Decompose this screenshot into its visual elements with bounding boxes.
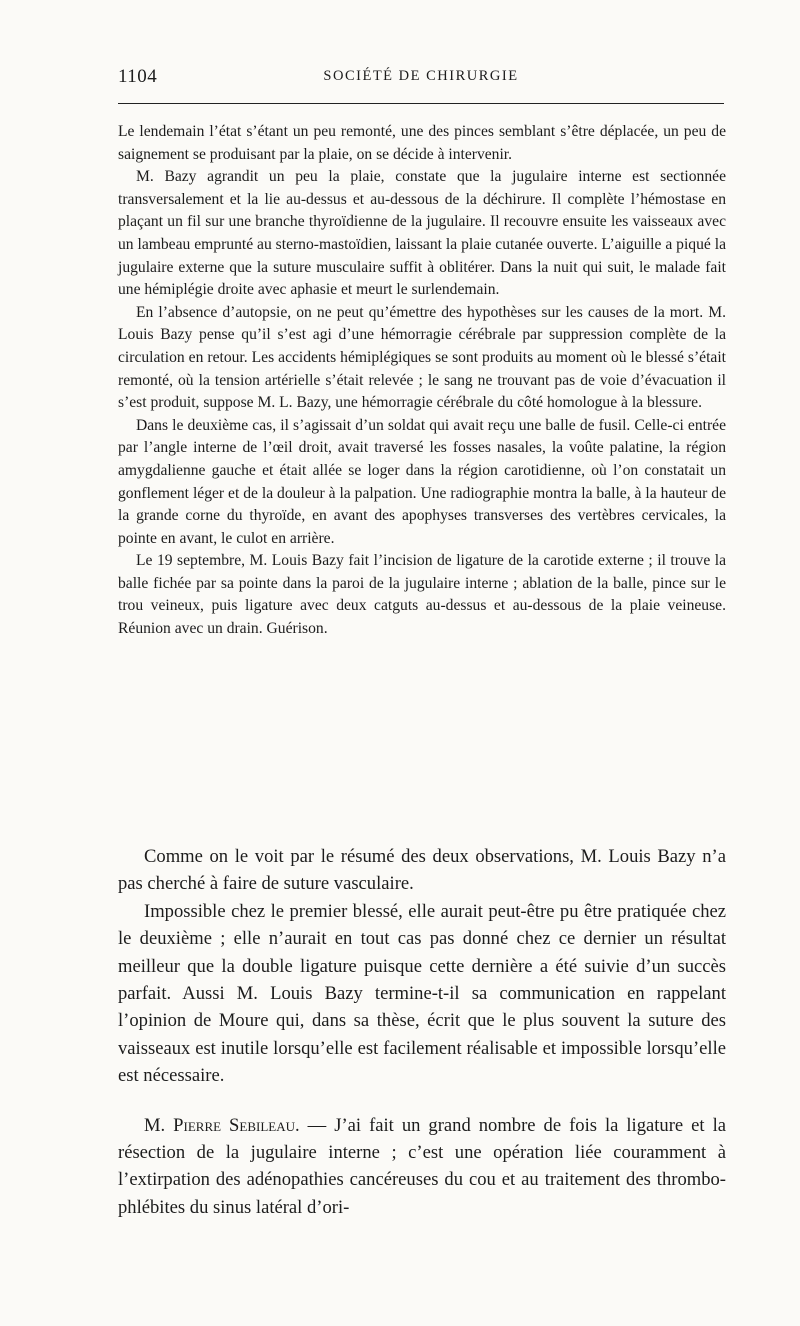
page-header [118,66,724,90]
speaker-name: M. Pierre Sebileau. [144,1114,300,1136]
summary-paragraph: M. Bazy agrandit un peu la plaie, constate que la jugulaire interne est sectionnée transversalement et la lie au-dessus et au-dessous de la déchirure. Il complète l’hémostase en plaçant un fil sur une branche thyroïdienne de la jugulaire. Il recouvre ensuite les vaisseaux avec un lambeau emprunté au sterno-mastoïdien, laissant la plaie cutanée ouverte. L’aiguille a piqué la jugulaire externe que la suture musculaire suffit à oblitérer. Dans la nuit qui suit, le malade fait une hémiplégie droite avec aphasie et meurt le surlendemain. [118,168,726,299]
report-body [118,843,726,1221]
running-title: SOCIÉTÉ DE CHIRURGIE [323,68,519,84]
report-paragraph: Comme on le voit par le résumé des deux observations, M. Louis Bazy n’a pas cherché à faire de suture vasculaire. [118,846,726,895]
summary-paragraph: En l’absence d’autopsie, on ne peut qu’émettre des hypothèses sur les causes de la mort. M. Louis Bazy pense qu’il s’est agi d’une hémorragie cérébrale par suppression complète de la circulation en retour. Les accidents hémiplégiques se sont produits au moment où le blessé s’était remonté, où la tension artérielle s’était relevée ; le sang ne trouvant pas de voie d’évacuation il s’est produit, suppose M. L. Bazy, une hémorragie cérébrale du côté homologue à la blessure. [118,303,726,412]
discussion-text: — J’ai fait un grand nombre de fois la ligature et la résection de la jugulaire interne ; c’est une opération liée couramment à l’extirpation des adénopathies cancéreuses du cou et au traitement des thrombo-phlébites du sinus latéral d’ori- [118,1114,726,1218]
summary-paragraph: Le 19 septembre, M. Louis Bazy fait l’incision de ligature de la carotide externe ; il trouve la balle fichée par sa pointe dans la paroi de la jugulaire interne ; ablation de la balle, pince sur le trou veineux, puis ligature avec deux catguts au-dessus et au-dessous de la plaie veineuse. Réunion avec un drain. Guérison. [118,552,726,638]
discussion-paragraph [118,1112,726,1222]
header-rule [118,103,724,104]
page-number: 1104 [118,66,158,87]
case-summary [118,121,726,641]
paragraph-gap [118,1090,726,1112]
summary-paragraph: Le lendemain l’état s’étant un peu remonté, une des pinces semblant s’être déplacée, un peu de saignement se produisant par la plaie, on se décide à intervenir. [118,123,726,163]
summary-paragraph: Dans le deuxième cas, il s’agissait d’un soldat qui avait reçu une balle de fusil. Celle-ci entrée par l’angle interne de l’œil droit, avait traversé les fosses nasales, la voûte palatine, la région amygdalienne gauche et était allée se loger dans la région carotidienne, où l’on constatait un gonflement léger et de la douleur à la palpation. Une radiographie montra la balle, à la hauteur de la grande corne du thyroïde, en avant des apophyses transverses des vertèbres cervicales, la pointe en avant, le culot en arrière. [118,416,726,547]
report-paragraph: Impossible chez le premier blessé, elle aurait peut-être pu être pratiquée chez le deuxième ; elle n’aurait en tout cas pas donné chez ce dernier un résultat meilleur que la double ligature puisque cette dernière a été suivie d’un succès parfait. Aussi M. Louis Bazy termine-t-il sa communication en rappelant l’opinion de Moure qui, dans sa thèse, écrit que le plus souvent la suture des vaisseaux est inutile lorsqu’elle est facilement réalisable et impossible lorsqu’elle est nécessaire. [118,900,726,1087]
